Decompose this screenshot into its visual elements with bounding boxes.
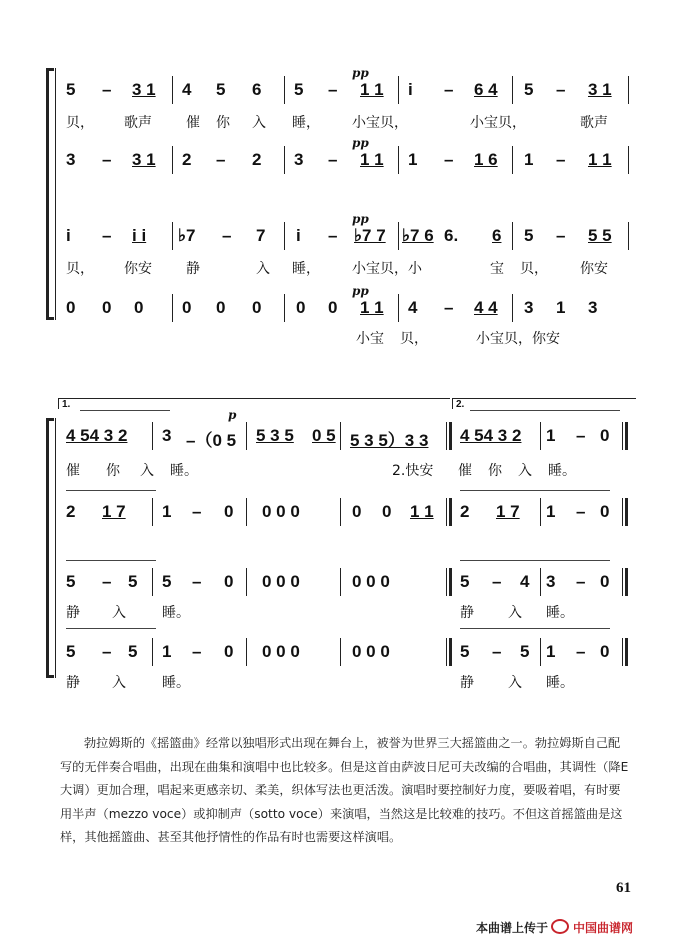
barline [172,76,173,104]
barline [628,146,629,174]
page-number: 61 [616,880,631,896]
s1-row4-lyrics: 小宝 贝， 小宝贝，你安 [356,331,560,347]
barline [512,76,513,104]
final-barline [622,638,628,666]
volta-2: 2. [452,398,636,409]
decrescendo-hairpin [470,410,620,411]
repeat-barline [446,422,452,450]
barline [246,568,247,596]
system-1-brace [46,68,49,320]
decrescendo-hairpin [66,490,156,491]
s2-row2-notes: 2 1 7 1 – 0 0 0 0 0 0 1 1 2 1 7 1 – 0 [66,502,610,521]
s1-row1-lyrics: 贝， 歌声 催 你 入 睡， 小宝贝， 小宝贝， 歌声 [66,115,608,131]
s2-row3-lyrics: 静 入 睡。 静 入 睡。 [66,605,574,621]
barline [340,638,341,666]
repeat-barline [446,498,452,526]
final-barline [622,568,628,596]
dynamic-pp: pp [352,136,369,150]
s2-row4-lyrics: 静 入 睡。 静 入 睡。 [66,675,574,691]
footer-site-name: 中国曲谱网 [573,921,634,935]
barline [284,222,285,250]
barline [540,638,541,666]
barline [246,638,247,666]
system-2-line [55,418,56,678]
dynamic-pp: pp [352,66,369,80]
barline [398,222,399,250]
barline [152,422,153,450]
barline [340,422,341,450]
barline [628,222,629,250]
barline [152,638,153,666]
barline [172,294,173,322]
final-barline [622,498,628,526]
decrescendo-hairpin [460,490,610,491]
s2-row4-notes: 5 – 5 1 – 0 0 0 0 0 0 0 5 – 5 1 – 0 [66,642,610,661]
decrescendo-hairpin [66,628,156,629]
barline [540,498,541,526]
barline [398,76,399,104]
system-2-brace [46,418,49,678]
barline [246,498,247,526]
barline [284,294,285,322]
barline [340,498,341,526]
barline [340,568,341,596]
commentary-paragraph: 勃拉姆斯的《摇篮曲》经常以独唱形式出现在舞台上，被誉为世界三大摇篮曲之一。勃拉姆斯自己配写的无伴奏合唱曲，出现在曲集和演唱中也比较多。但是这首由萨波日尼可夫改编的合唱曲，其调性（降E大调）更加合理，唱起来更感亲切、柔美，织体写法也更活泼。演唱时要控制好力度，要吸着唱，有时要用半声（mezzo voce）或抑制声（sotto voce）来演唱，当然这是比较难的技巧。不但这首摇篮曲是这样，其他摇篮曲、甚至其他抒情性的作品有时也需要这样演唱。 [60,736,629,845]
volta-1: 1. [58,398,450,409]
barline [152,498,153,526]
s1-row4-notes: 0 0 0 0 0 0 0 0 1 1 4 – 4 4 3 1 3 [66,298,598,317]
footer-watermark [476,919,633,936]
decrescendo-hairpin [80,410,170,411]
barline [540,568,541,596]
barline [172,222,173,250]
decrescendo-hairpin [460,560,610,561]
barline [512,146,513,174]
repeat-barline [446,638,452,666]
s2-row1-lyrics: 催 你 入 睡。 2.快安 催 你 入 睡。 [66,463,576,479]
barline [540,422,541,450]
decrescendo-hairpin [66,560,156,561]
final-barline [622,422,628,450]
s2-row1-notes: 4 54 3 2 3 –（0 5 5 3 5 0 5 5 3 5）3 3 4 54 3 2 1 – 0 [66,426,610,450]
barline [284,146,285,174]
barline [512,222,513,250]
dynamic-p: p [228,408,237,422]
s2-row3-notes: 5 – 5 5 – 0 0 0 0 0 0 0 5 – 4 3 – 0 [66,572,610,591]
dynamic-pp: pp [352,212,369,226]
dynamic-pp: pp [352,284,369,298]
repeat-barline [446,568,452,596]
s1-row2-notes: 3 – 3 1 2 – 2 3 – 1 1 1 – 1 6 1 – 1 1 [66,150,612,169]
footer-text: 本曲谱上传于 [476,921,549,935]
s1-row3-lyrics: 贝， 你安 静 入 睡， 小宝贝，小 宝 贝， 你安 [66,261,608,277]
barline [284,76,285,104]
decrescendo-hairpin [460,628,610,629]
barline [152,568,153,596]
s1-row1-notes: 5 – 3 1 4 5 6 5 – 1 1 i – 6 4 5 – 3 1 [66,80,612,99]
barline [398,146,399,174]
barline [512,294,513,322]
barline [398,294,399,322]
s1-row3-notes: i – i i ♭7 – 7 i – ♭7 7 ♭7 6 6. 6 5 – 5 5 [66,226,612,245]
site-logo-icon [551,919,569,934]
barline [246,422,247,450]
system-1-line [55,68,56,320]
barline [628,76,629,104]
barline [172,146,173,174]
